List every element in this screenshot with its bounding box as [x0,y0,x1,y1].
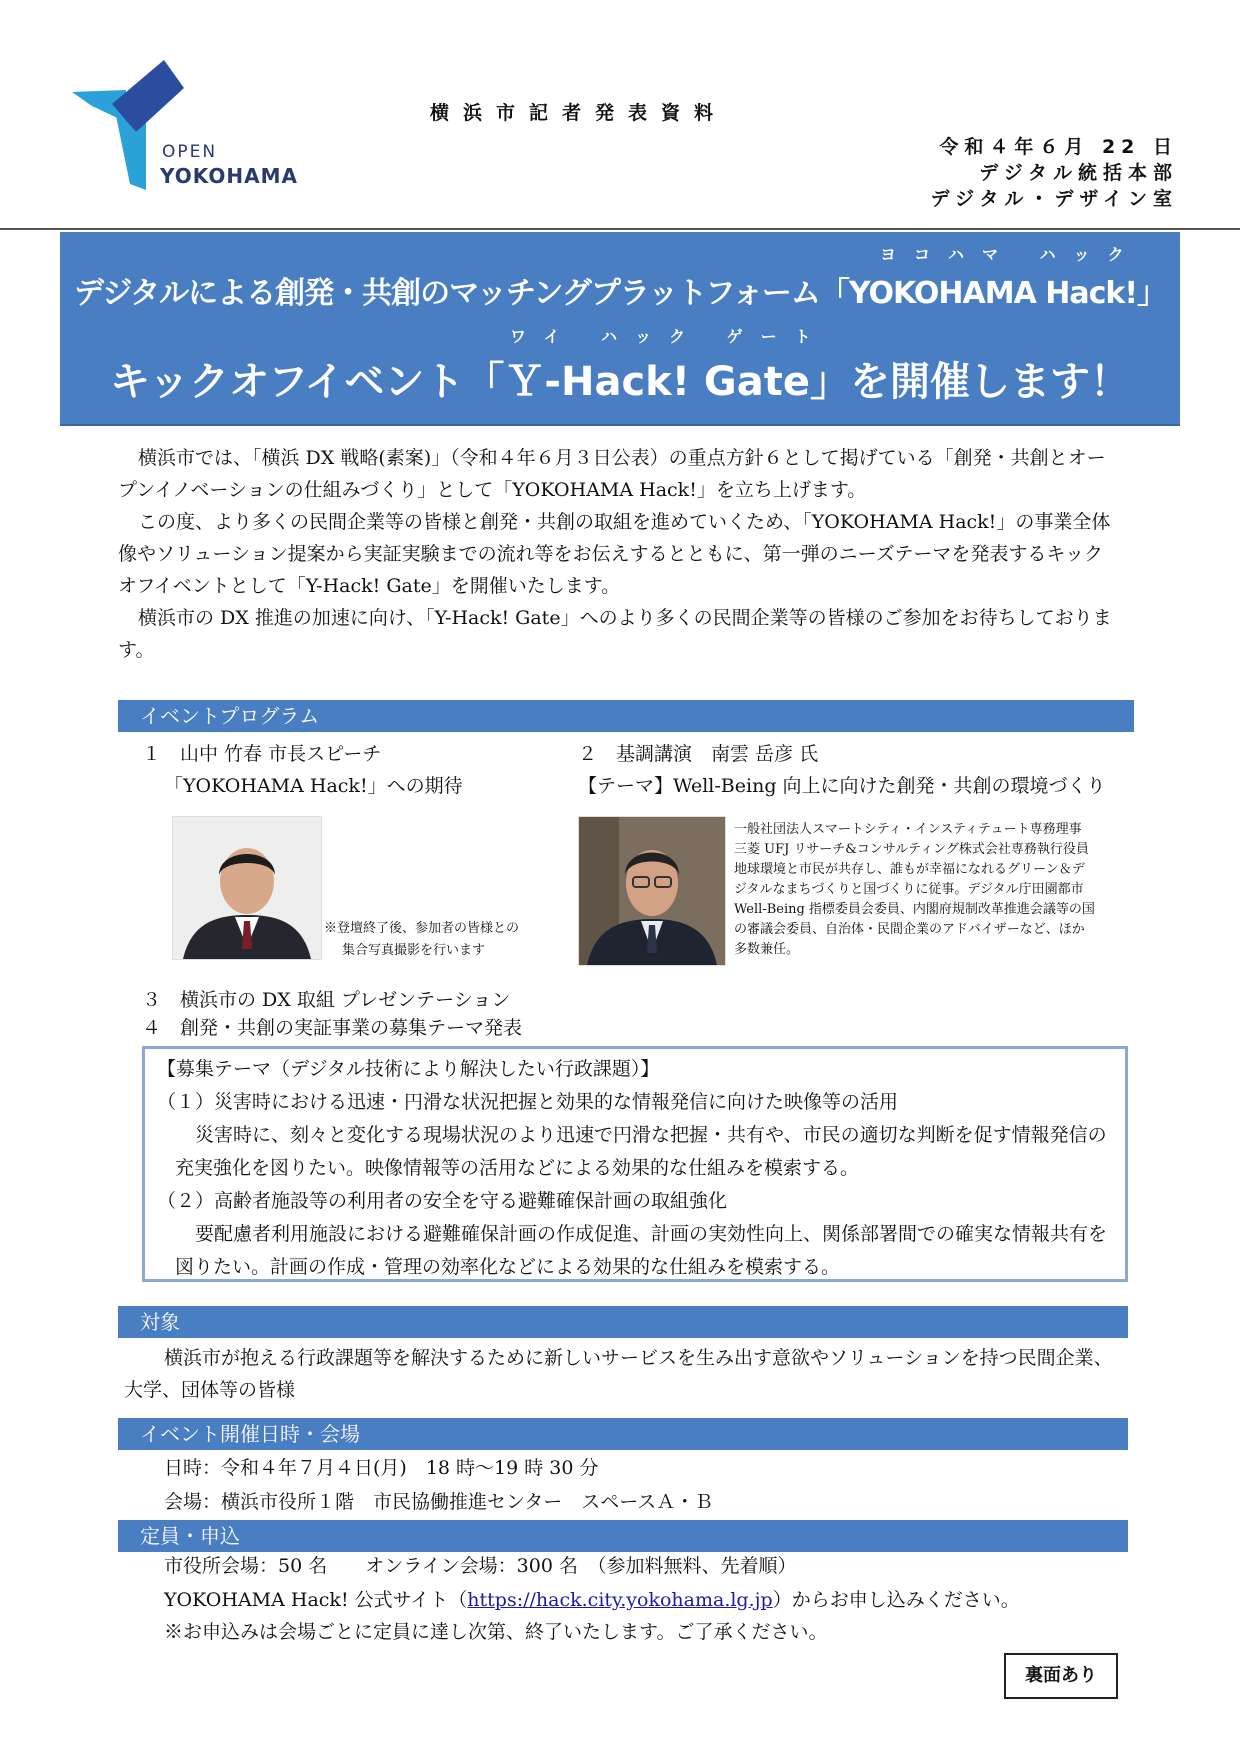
bio-line: の審議会委員、自治体・民間企業のアドバイザーなど、ほか [734,922,1085,937]
target-description: 横浜市が抱える行政課題等を解決するために新しいサービスを生み出す意欲やソリューションを持つ民間企業、大学、団体等の皆様 [124,1347,1113,1401]
logo-open-text: OPEN [162,142,218,162]
logo-yokohama-text: YOKOHAMA [160,164,298,188]
mayor-photo [172,816,322,960]
banner-event-title: キックオフイベント「Ｙ-Hack! Gate」を開催します！ [109,359,1131,405]
program-item-1-title: １ 山中 竹春 市長スピーチ [142,743,382,765]
section-header-program: イベントプログラム [118,700,1134,732]
themes-heading: 【募集テーマ（デジタル技術により解決したい行政課題）】 [157,1058,660,1080]
speaker-photo [578,816,726,966]
theme-1-description: 災害時に、刻々と変化する現場状況のより迅速で円滑な把握・共有や、市民の適切な判断を促す情報発信の充実強化を図りたい。映像情報等の活用などによる効果的な仕組みを模索する。 [175,1124,1107,1179]
program-item-2-theme: 【テーマ】Well-Being 向上に向けた創発・共創の環境づくり [578,775,1106,797]
section-header-target: 対象 [118,1306,1128,1338]
title-ruby-yokohama-hack: ヨコハマ ハック [880,245,1142,264]
bio-line: ジタルなまちづくりと国づくりに従事。デジタル庁田園都市 [734,882,1084,897]
theme-1-title: （１）災害時における迅速・円滑な状況把握と効果的な情報発信に向けた映像等の活用 [157,1091,899,1113]
division: デジタル・デザイン室 [930,188,1178,210]
official-site-link[interactable]: https://hack.city.yokohama.lg.jp [467,1589,773,1611]
theme-2-description: 要配慮者利用施設における避難確保計画の作成促進、計画の実効性向上、関係部署間での確実な情報共有を図りたい。計画の作成・管理の効率化などによる効果的な仕組みを模索する。 [175,1223,1108,1278]
intro-paragraph: 横浜市の DX 推進の加速に向け、「Y-Hack! Gate」へのより多くの民間企業等の皆様のご参加をお待ちしております。 [118,607,1112,661]
intro-text [118,442,1120,666]
section-header-capacity: 定員・申込 [118,1520,1128,1552]
program-item-4: ４ 創発・共創の実証事業の募集テーマ発表 [142,1017,523,1039]
title-ruby-y-hack-gate: ワイ ハック ゲート [510,327,829,346]
site-suffix: ）からお申し込みください。 [772,1589,1020,1611]
reverse-side-note: 裏面あり [1004,1653,1118,1699]
site-prefix: YOKOHAMA Hack! 公式サイト（ [164,1589,468,1611]
intro-paragraph: この度、より多くの民間企業等の皆様と創発・共創の取組を進めていくため、「YOKOHAMA Hack!」の事業全体像やソリューション提案から実証実験までの流れ等をお伝えするとともに、第一弾のニーズテーマを発表するキックオフイベントとして「Y-Hack! Gate」を開催いたします。 [118,511,1111,597]
intro-paragraph: 横浜市では、「横浜 DX 戦略(素案)」（令和４年６月３日公表）の重点方針６として掲げている「創発・共創とオープンイノベーションの仕組みづくり」として「YOKOHAMA Hack!」を立ち上げます。 [118,447,1106,501]
title-banner [60,232,1180,426]
speaker-bio [734,820,1134,960]
release-date: 令和４年６月 22 日 [939,136,1178,158]
theme-2-title: （２）高齢者施設等の利用者の安全を守る避難確保計画の取組強化 [157,1190,728,1212]
section-header-schedule: イベント開催日時・会場 [118,1418,1128,1450]
banner-headline: デジタルによる創発・共創のマッチングプラットフォーム「YOKOHAMA Hack!」 [73,276,1167,311]
department: デジタル統括本部 [979,162,1178,184]
program-item-2-title: ２ 基調講演 南雲 岳彦 氏 [578,743,819,765]
capacity-info: 市役所会場：50 名 オンライン会場：300 名 （参加料無料、先着順） [164,1555,797,1577]
program-item-1-subtitle: 「YOKOHAMA Hack!」への期待 [164,775,463,797]
bio-line: Well-Being 指標委員会委員、内閣府規制改革推進会議等の国 [734,902,1095,917]
bio-line: 多数兼任。 [734,942,800,957]
photo-note: ※登壇終了後、参加者の皆様との [324,921,520,936]
photo-note: 集合写真撮影を行います [342,943,486,958]
bio-line: 地球環境と市民が共存し、誰もが幸福になれるグリーン＆デ [734,862,1085,877]
event-venue: 会場：横浜市役所１階 市民協働推進センター スペースＡ・Ｂ [164,1491,714,1513]
program-item-3: ３ 横浜市の DX 取組 プレゼンテーション [142,989,511,1011]
press-release-title: 横浜市記者発表資料 [430,102,728,124]
application-info [164,1584,1020,1616]
header-divider [0,228,1240,230]
bio-line: 三菱 UFJ リサーチ&コンサルティング株式会社専務執行役員 [734,842,1089,857]
recruitment-themes-box [142,1046,1128,1282]
application-note: ※お申込みは会場ごとに定員に達し次第、終了いたします。ご了承ください。 [164,1621,828,1643]
event-datetime: 日時：令和４年７月４日(月) 18 時～19 時 30 分 [164,1457,599,1479]
bio-line: 一般社団法人スマートシティ・インスティテュート専務理事 [734,822,1082,837]
